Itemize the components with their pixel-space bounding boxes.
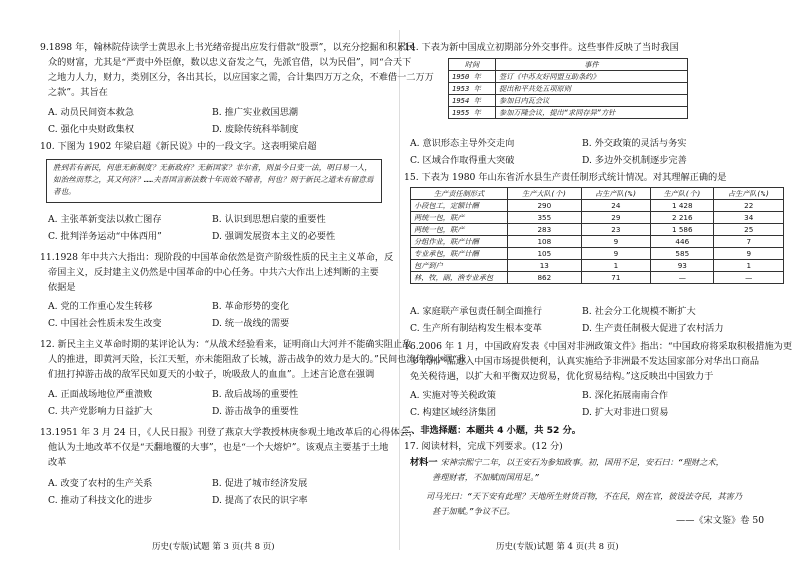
q10-quote-box bbox=[46, 159, 382, 203]
table-cell: 专业承包，联产计酬 bbox=[411, 248, 508, 260]
table-cell: 23 bbox=[581, 224, 651, 236]
table-row bbox=[411, 200, 784, 212]
q14-option-a[interactable]: A. 意识形态主导外交走向 bbox=[410, 138, 515, 149]
table-cell: 小段包工，定额计酬 bbox=[411, 200, 508, 212]
table-row bbox=[449, 95, 688, 107]
q16-option-c[interactable]: C. 构建区域经济集团 bbox=[410, 407, 497, 418]
table-cell: 93 bbox=[651, 260, 714, 272]
table-cell: 34 bbox=[714, 212, 784, 224]
table-cell: 9 bbox=[714, 248, 784, 260]
table-row bbox=[411, 224, 784, 236]
table-cell: 9 bbox=[581, 248, 651, 260]
table-cell: 9 bbox=[581, 236, 651, 248]
q15-option-d[interactable]: D. 生产责任制极大促进了农村活力 bbox=[582, 323, 724, 334]
q10-quote-line-1: 胜到若有新民，何患无新制度？无新政府？无新国家？非尔者，则虽今日变一法，明日易一人， bbox=[53, 163, 372, 172]
q11-line-3: 依据是 bbox=[48, 282, 76, 293]
q16-line-2: 多非洲产品进入中国市场提供便利，认真实施给予非洲最不发达国家部分对华出口商品 bbox=[410, 356, 760, 367]
section-heading: 二、非选择题：本题共 4 小题，共 52 分。 bbox=[402, 425, 581, 436]
q17-material-1 bbox=[410, 457, 724, 468]
table-row bbox=[411, 260, 784, 272]
table-cell: 分组作业，联产计酬 bbox=[411, 236, 508, 248]
table-header: 生产大队(个) bbox=[508, 188, 582, 200]
table-row bbox=[411, 236, 784, 248]
table-cell: 105 bbox=[508, 248, 582, 260]
table-cell: 25 bbox=[714, 224, 784, 236]
material-line-1: 宋神宗熙宁二年，以王安石为参知政事。初，国用不足，安石曰：“理财之术， bbox=[440, 457, 724, 467]
table-row bbox=[411, 272, 784, 284]
q11-line-1: 11.1928 年中共六大指出：现阶段的中国革命依然是资产阶级性质的民主主义革命，反 bbox=[40, 252, 394, 263]
table-header: 生产责任制形式 bbox=[411, 188, 508, 200]
q16-line-1: 16.2006 年 1 月，中国政府发表《中国对非洲政策文件》指出：“中国政府将采取积极措施为更 bbox=[404, 341, 793, 352]
table-cell: 1 428 bbox=[651, 200, 714, 212]
q11-option-b[interactable]: B. 革命形势的变化 bbox=[212, 301, 289, 312]
table-cell: 1 bbox=[581, 260, 651, 272]
q13-option-b[interactable]: B. 促进了城市经济发展 bbox=[212, 478, 308, 489]
table-cell: 1954 年 bbox=[449, 95, 496, 107]
table-cell: 71 bbox=[581, 272, 651, 284]
q13-option-c[interactable]: C. 推动了科技文化的进步 bbox=[48, 495, 153, 506]
table-cell: 林，牧，副，渔专业承包 bbox=[411, 272, 508, 284]
q15-option-a[interactable]: A. 家庭联产承包责任制全面推行 bbox=[410, 306, 542, 317]
material-source: ——《宋文鉴》卷 50 bbox=[676, 515, 765, 526]
q11-option-d[interactable]: D. 统一战线的需要 bbox=[212, 318, 290, 329]
table-cell: 1955 年 bbox=[449, 107, 496, 119]
q10-option-c[interactable]: C. 批判洋务运动“中体西用” bbox=[48, 231, 162, 242]
q12-option-d[interactable]: D. 游击战争的重要性 bbox=[212, 406, 299, 417]
table-cell: 2 216 bbox=[651, 212, 714, 224]
table-cell: — bbox=[714, 272, 784, 284]
table-cell: 290 bbox=[508, 200, 582, 212]
q15-stem: 15. 下表为 1980 年山东省沂水县生产责任制形式统计情况。对其理解正确的是 bbox=[404, 172, 727, 183]
q10-option-a[interactable]: A. 主张革新变法以救亡图存 bbox=[48, 214, 162, 225]
table-header: 占生产队(%) bbox=[581, 188, 651, 200]
q9-line-3: 之地力人力，财力，类别区分，各出其长，以应国家之需，合计集四万万之众，不难借一二万万 bbox=[48, 72, 434, 83]
table-cell: 参加日内瓦会议 bbox=[496, 95, 688, 107]
table-cell: 1953 年 bbox=[449, 83, 496, 95]
page-4 bbox=[400, 0, 800, 579]
q9-option-b[interactable]: B. 推广实业救国思潮 bbox=[212, 107, 299, 118]
table-cell: 446 bbox=[651, 236, 714, 248]
page-footer-left: 历史(专版)试题 第 3 页(共 8 页) bbox=[152, 542, 275, 552]
q14-table bbox=[448, 58, 688, 119]
q10-option-b[interactable]: B. 认识到思想启蒙的重要性 bbox=[212, 214, 326, 225]
material-line-3: 司马光曰：“天下安有此理？天地所生财货百物，不在民，则在官，彼设法夺民，其害乃 bbox=[426, 491, 743, 501]
table-cell: 862 bbox=[508, 272, 582, 284]
q16-line-3: 免关税待遇，以扩大和平衡双边贸易，优化贸易结构。”这反映出中国致力于 bbox=[410, 371, 714, 382]
q12-line-1: 12. 新民主主义革命时期的某评论认为：“从战术经验看来，证明商山大河并不能确实阻止敌 bbox=[40, 339, 412, 350]
table-row bbox=[449, 71, 688, 83]
q15-option-b[interactable]: B. 社会分工化规模不断扩大 bbox=[582, 306, 696, 317]
q14-stem: 14. 下表为新中国成立初期部分外交事件。这些事件反映了当时我国 bbox=[404, 42, 679, 53]
q14-option-d[interactable]: D. 多边外交机制逐步完善 bbox=[582, 155, 687, 166]
q12-option-a[interactable]: A. 正面战场地位严重溃败 bbox=[48, 389, 153, 400]
table-cell: 两统一包，联产 bbox=[411, 224, 508, 236]
table-header: 生产队(个) bbox=[651, 188, 714, 200]
q15-table bbox=[410, 187, 784, 284]
q12-line-2: 人的推进，即黄河天险，长江天堑，亦未能阻敌了长城，游击战争的效力是大的。”民间也流传着小调“我 bbox=[48, 354, 467, 365]
table-cell: 283 bbox=[508, 224, 582, 236]
table-row bbox=[449, 83, 688, 95]
table-row bbox=[411, 248, 784, 260]
q17-stem: 17. 阅读材料，完成下列要求。(12 分) bbox=[404, 441, 563, 452]
table-cell: 108 bbox=[508, 236, 582, 248]
table-cell: 1 bbox=[714, 260, 784, 272]
table-cell: 两统一包，联产 bbox=[411, 212, 508, 224]
table-header-row bbox=[411, 188, 784, 200]
table-cell: 22 bbox=[714, 200, 784, 212]
q9-line-4: 之款”。其旨在 bbox=[48, 87, 108, 98]
q11-line-2: 帝国主义，反封建主义仍然是中国革命的中心任务。中共六大作出上述判断的主要 bbox=[48, 267, 379, 278]
table-cell: 24 bbox=[581, 200, 651, 212]
q14-option-c[interactable]: C. 区域合作取得重大突破 bbox=[410, 155, 515, 166]
table-row bbox=[411, 212, 784, 224]
page-footer-right: 历史(专版)试题 第 4 页(共 8 页) bbox=[496, 542, 619, 552]
q9-option-c[interactable]: C. 强化中央财政集权 bbox=[48, 124, 135, 135]
table-cell: 1950 年 bbox=[449, 71, 496, 83]
q10-option-d[interactable]: D. 强调发展资本主义的必要性 bbox=[212, 231, 336, 242]
material-line-2: 善理财者，不加赋而国用足。” bbox=[432, 472, 540, 482]
table-header: 时间 bbox=[449, 59, 496, 71]
q16-option-b[interactable]: B. 深化拓展南南合作 bbox=[582, 390, 669, 401]
table-cell: 签订《中苏友好同盟互助条约》 bbox=[496, 71, 688, 83]
table-header: 占生产队(%) bbox=[714, 188, 784, 200]
table-header: 事件 bbox=[496, 59, 688, 71]
q9-line-2: 众的财富，尤其是“严责中外臣僚，数以忠义奋发之气，先派官借，以为民倡”，同“合天下 bbox=[48, 57, 412, 68]
table-cell: 1 586 bbox=[651, 224, 714, 236]
material-label: 材料一 bbox=[410, 457, 438, 468]
table-cell: 包产到户 bbox=[411, 260, 508, 272]
table-header-row bbox=[449, 59, 688, 71]
q13-option-a[interactable]: A. 改变了农村的生产关系 bbox=[48, 478, 153, 489]
q9-option-a[interactable]: A. 动员民间资本救急 bbox=[48, 107, 134, 118]
q16-option-d[interactable]: D. 扩大对非进口贸易 bbox=[582, 407, 669, 418]
q9-option-d[interactable]: D. 废除传统科举制度 bbox=[212, 124, 299, 135]
q16-option-a[interactable]: A. 实施对等关税政策 bbox=[410, 390, 496, 401]
table-cell: 585 bbox=[651, 248, 714, 260]
table-cell: 参加万隆会议，提出“求同存异”方针 bbox=[496, 107, 688, 119]
q12-option-c[interactable]: C. 共产党影响力日益扩大 bbox=[48, 406, 153, 417]
table-cell: — bbox=[651, 272, 714, 284]
q12-option-b[interactable]: B. 敌后战场的重要性 bbox=[212, 389, 299, 400]
q14-option-b[interactable]: B. 外交政策的灵活与务实 bbox=[582, 138, 687, 149]
material-line-4: 甚于加赋。”争议不已。 bbox=[432, 506, 515, 516]
q13-line-3: 改革 bbox=[48, 457, 67, 468]
q10-quote-line-3: 者也。 bbox=[53, 187, 76, 196]
q11-option-a[interactable]: A. 党的工作重心发生转移 bbox=[48, 301, 153, 312]
table-cell: 355 bbox=[508, 212, 582, 224]
table-row bbox=[449, 107, 688, 119]
q11-option-c[interactable]: C. 中国社会性质未发生改变 bbox=[48, 318, 162, 329]
q10-stem: 10. 下图为 1902 年梁启超《新民说》中的一段文字。这表明梁启超 bbox=[40, 141, 317, 152]
q12-line-3: 们扭打掉游击战的敌军民如夏天的小蚊子，吮吸敌人的血血”。上述言论意在强调 bbox=[48, 369, 375, 380]
table-cell: 7 bbox=[714, 236, 784, 248]
table-cell: 13 bbox=[508, 260, 582, 272]
table-cell: 29 bbox=[581, 212, 651, 224]
q13-option-d[interactable]: D. 提高了农民的识字率 bbox=[212, 495, 308, 506]
q13-line-2: 他认为土地改革不仅是“天翻地覆的大事”，也是“一个大熔炉”。该观点主要基于土地 bbox=[48, 442, 389, 453]
q10-quote-line-2: 如治丝而棼之，其又何济？……夫吾国言新法数十年而效不睹者，何也？则于新民之道未有留意焉 bbox=[53, 175, 374, 184]
q13-line-1: 13.1951 年 3 月 24 日，《人民日报》刊登了燕京大学教授林庚参观土地改革后的心得体会， bbox=[40, 427, 418, 438]
table-cell: 提出和平共处五项原则 bbox=[496, 83, 688, 95]
q9-line-1: 9.1898 年，翰林院侍读学士黄思永上书光绪帝提出应发行借款“股票”，以充分挖掘和积累民 bbox=[40, 42, 416, 53]
q15-option-c[interactable]: C. 生产所有制结构发生根本变革 bbox=[410, 323, 542, 334]
